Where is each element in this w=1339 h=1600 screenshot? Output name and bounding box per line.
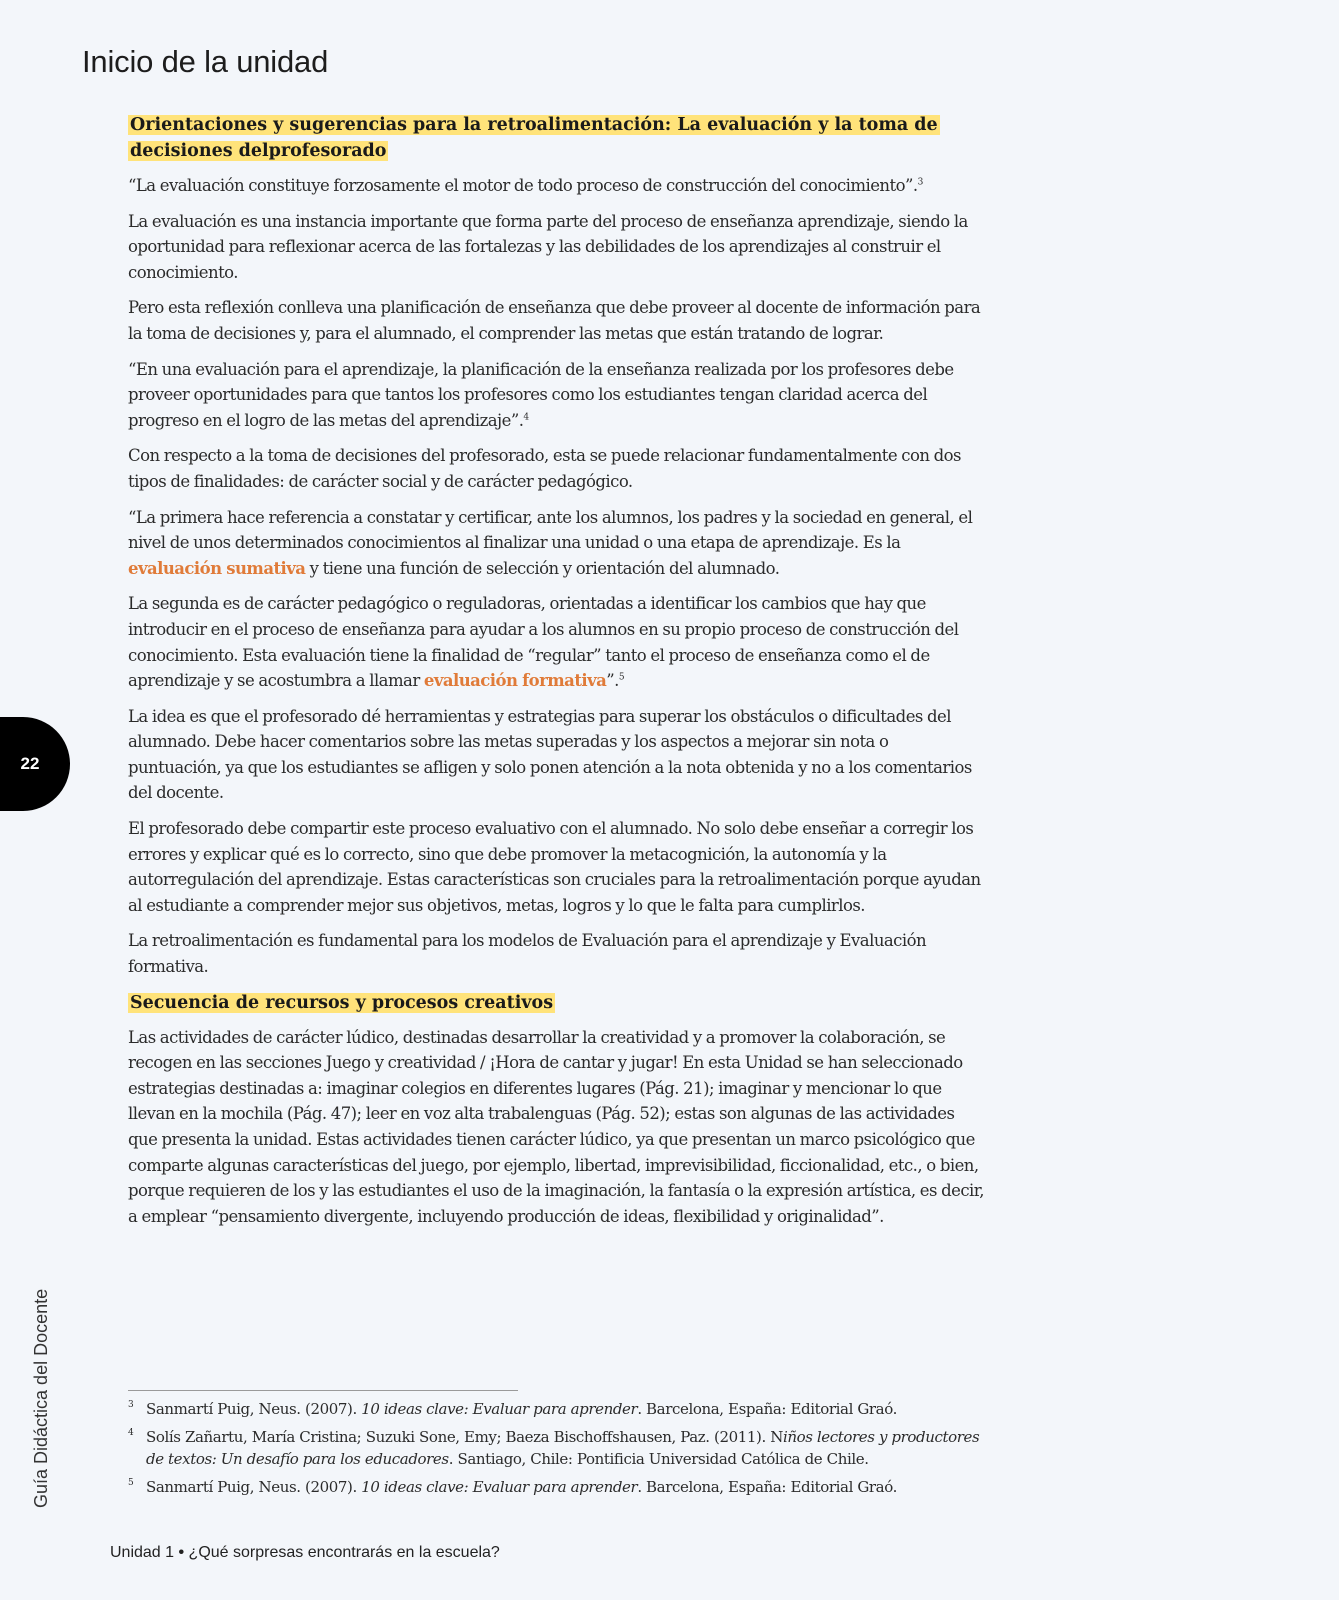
term-evaluacion-sumativa: evaluación sumativa xyxy=(128,558,306,578)
page-number-tab: 22 xyxy=(0,717,70,811)
footer-separator: • xyxy=(174,1544,189,1561)
paragraph-2: La evaluación es una instancia importante que forma parte del proceso de enseñanza aprendizaje, siendo la oportunidad para reflexionar acerca de las fortalezas y las debilidades de los aprendizajes al construir el conocimiento. xyxy=(128,211,968,282)
paragraph-10: La retroalimentación es fundamental para los modelos de Evaluación para el aprendizaje y Evaluación formativa. xyxy=(128,931,927,977)
footer-unit: Unidad 1 xyxy=(110,1544,175,1561)
paragraph-1: “La evaluación constituye forzosamente el motor de todo proceso de construcción del conocimiento”.$^3$ xyxy=(128,176,923,195)
side-label: Guía Didáctica del Docente xyxy=(31,1288,51,1508)
footnote-ref-5[interactable]: 5 xyxy=(618,672,625,683)
section-heading-feedback: Orientaciones y sugerencias para la retroalimentación: La evaluación y la toma de decisiones delprofesorado xyxy=(130,115,938,161)
paragraph-8: La idea es que el profesorado dé herramientas y estrategias para superar los obstáculos o dificultades del alumnado. Debe hacer comentarios sobre las metas superadas y los aspectos a mejorar sin nota o puntuación, ya que los estudiantes se afligen y solo ponen atención a la nota obtenida y no a los comentarios del docente. xyxy=(128,706,972,803)
paragraph-4: “En una evaluación para el aprendizaje, la planificación de la enseñanza realizada por los profesores debe proveer oportunidades para que tantos los profesores como los estudiantes tengan claridad acerca del progreso en el logro de las metas del aprendizaje”.$^4$ xyxy=(128,359,954,430)
paragraph-6: “La primera hace referencia a constatar y certificar, ante los alumnos, los padres y la sociedad en general, el nivel de unos determinados conocimientos al finalizar una unidad o una etapa de aprendizaje. Es la evaluación sumativa y tiene una función de selección y orientación del alumnado. xyxy=(128,507,973,578)
footnote-5: 5 Sanmartí Puig, Neus. (2007). 10 ideas clave: Evaluar para aprender. Barcelona, España: Editorial Graó. xyxy=(128,1478,897,1496)
paragraph-11: Las actividades de carácter lúdico, destinadas desarrollar la creatividad y a promover la colaboración, se recogen en las secciones Juego y creatividad / ¡Hora de cantar y jugar! En esta Unidad se han seleccionado estrategias destinadas a: imaginar colegios en diferentes lugares (Pág. 21); imaginar y mencionar lo que llevan en la mochila (Pág. 47); leer en voz alta trabalenguas (Pág. 52); estas son algunas de las actividades que presenta la unidad. Estas actividades tienen carácter lúdico, ya que presentan un marco psicológico que comparte algunas características del juego, por ejemplo, libertad, imprevisibilidad, ficcionalidad, etc., o bien, porque requieren de los y las estudiantes el uso de la imaginación, la fantasía o la expresión artística, es decir, a emplear “pensamiento divergente, incluyendo producción de ideas, flexibilidad y originalidad”. xyxy=(128,1027,984,1226)
section-heading-wrap xyxy=(128,112,984,164)
page-title: Inicio de la unidad xyxy=(82,44,329,79)
footnote-divider xyxy=(128,1390,518,1391)
footnote-ref-3[interactable]: 3 xyxy=(917,177,923,188)
footnote-ref-4[interactable]: 4 xyxy=(523,412,529,423)
footnote-3: 3 Sanmartí Puig, Neus. (2007). 10 ideas clave: Evaluar para aprender. Barcelona, España: Editorial Graó. xyxy=(128,1400,897,1418)
footer-subtitle: ¿Qué sorpresas encontrarás en la escuela? xyxy=(188,1544,500,1561)
paragraph-7: La segunda es de carácter pedagógico o reguladoras, orientadas a identificar los cambios que hay que introducir en el proceso de enseñanza para ayudar a los alumnos en su propio proceso de construcción del conocimiento. Esta evaluación tiene la finalidad de “regular” tanto el proceso de enseñanza como el de aprendizaje y se acostumbra a llamar evaluación formativa”.$^5$ xyxy=(128,594,959,691)
section-heading-wrap-2 xyxy=(128,990,984,1016)
footnotes xyxy=(128,1398,984,1504)
paragraph-9: El profesorado debe compartir este proceso evaluativo con el alumnado. No solo debe enseñar a corregir los errores y explicar qué es lo correcto, sino que debe promover la metacognición, la autonomía y la autorregulación del aprendizaje. Estas características son cruciales para la retroalimentación porque ayudan al estudiante a comprender mejor sus objetivos, metas, logros y lo que le falta para cumplirlos. xyxy=(128,819,981,915)
paragraph-3: Pero esta reflexión conlleva una planificación de enseñanza que debe proveer al docente de información para la toma de decisiones y, para el alumnado, el comprender las metas que están tratando de lograr. xyxy=(128,298,981,343)
section-heading-creative: Secuencia de recursos y procesos creativos xyxy=(130,992,554,1013)
page-footer xyxy=(110,1544,500,1562)
term-evaluacion-formativa: evaluación formativa xyxy=(423,671,607,691)
paragraph-5: Con respecto a la toma de decisiones del profesorado, esta se puede relacionar fundamentalmente con dos tipos de finalidades: de carácter social y de carácter pedagógico. xyxy=(128,446,961,491)
main-content xyxy=(128,112,984,1239)
footnote-4: 4 Solís Zañartu, María Cristina; Suzuki Sone, Emy; Baeza Bischoffshausen, Paz. (2011). Niños lectores y productores de textos: Un desafío para los educadores. Santiago, Chile: Pontificia Universidad Católica de Chile. xyxy=(128,1428,980,1468)
